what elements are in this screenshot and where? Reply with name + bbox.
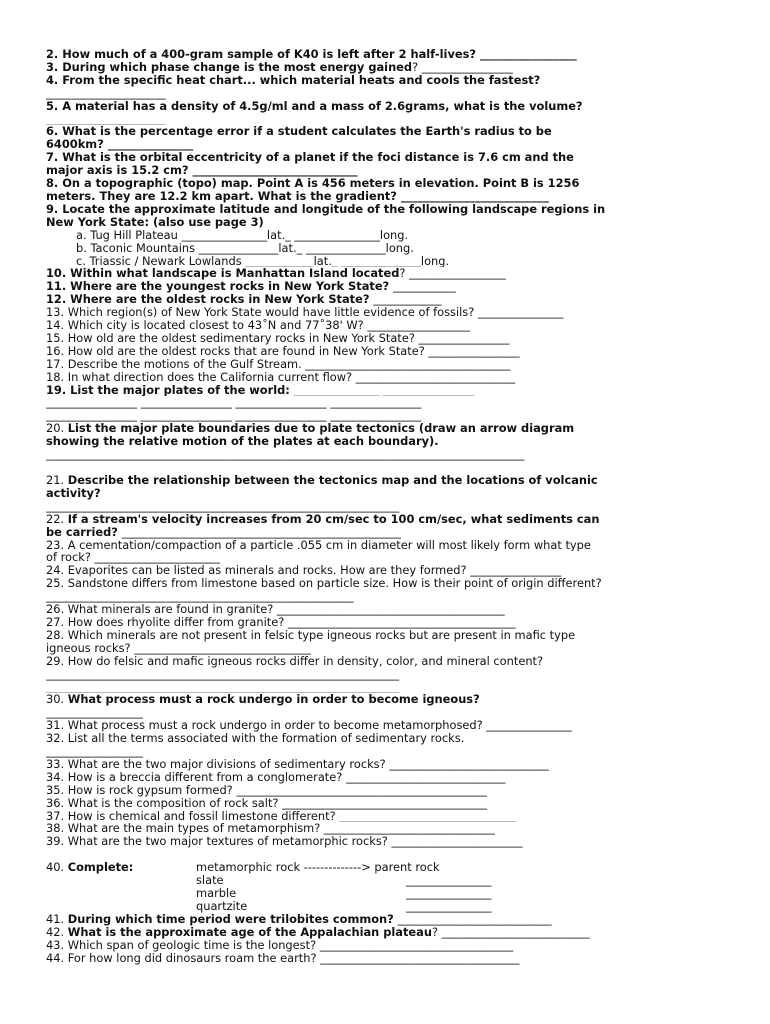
question-text: 6400km? _______________ xyxy=(46,138,194,152)
question-line-q6b xyxy=(46,138,726,151)
question-text-plain: 37. How is chemical and fossil limestone different? _______________________________ xyxy=(46,809,516,823)
question-line-q41 xyxy=(46,913,726,926)
question-text-plain: ? ________________ xyxy=(412,60,513,74)
question-line-q38 xyxy=(46,822,726,835)
question-text: 6. What is the percentage error if a student calculates the Earth's radius to be xyxy=(46,125,552,139)
question-text-plain: _________________ xyxy=(46,706,143,720)
question-text: showing the relative motion of the plates at each boundary). xyxy=(46,435,439,449)
question-line-q33 xyxy=(46,758,726,771)
question-text-plain: 29. How do felsic and mafic igneous rocks differ in density, color, and mineral content? xyxy=(46,654,544,668)
question-text-plain: 38. What are the main types of metamorphism? ______________________________ xyxy=(46,822,495,836)
question-text: 9. Locate the approximate latitude and longitude of the following landscape regions in xyxy=(46,202,606,216)
question-line-q10 xyxy=(46,267,726,280)
question-text-plain: 15. How old are the oldest sedimentary rocks in New York State? ________________ xyxy=(46,331,510,345)
question-line-q9c2 xyxy=(46,242,726,255)
question-line-q31 xyxy=(46,719,726,732)
question-line-q6 xyxy=(46,125,726,138)
question-line-q20c xyxy=(46,448,726,461)
question-text-plain: 16. How old are the oldest rocks that are found in New York State? ________________ xyxy=(46,344,520,358)
question-line-q29b xyxy=(46,668,726,681)
question-text-plain: _________________________________________________ xyxy=(121,525,401,539)
question-text-plain: _________________ xyxy=(46,745,143,758)
question-line-q19 xyxy=(46,384,726,397)
question-line-q7b xyxy=(46,164,726,177)
question-text-plain: ______________________________________________________________ xyxy=(46,667,400,681)
question-text-plain: ? __________________________ xyxy=(431,925,590,939)
question-line-q14 xyxy=(46,319,726,332)
question-text-plain: 23. A cementation/compaction of a particle .055 cm in diameter will most likely form what type xyxy=(46,538,591,552)
question-line-q28 xyxy=(46,629,726,642)
question-text-plain: 36. What is the composition of rock salt? ____________________________________ xyxy=(46,796,488,810)
question-line-q4a xyxy=(46,87,726,100)
question-line-q23b xyxy=(46,551,726,564)
question-line-q43 xyxy=(46,939,726,952)
question-line-q36 xyxy=(46,797,726,810)
answer-blank[interactable]: _______________ xyxy=(406,900,492,913)
question-text-plain: 39. What are the two major textures of metamorphic rocks? _______________________ xyxy=(46,835,523,849)
question-text: be carried? xyxy=(46,525,122,539)
question-text-plain: _______________ ________________ xyxy=(293,383,474,397)
question-line-q23 xyxy=(46,539,726,552)
question-list-tail xyxy=(46,913,726,965)
question-line-q25 xyxy=(46,577,726,590)
question-line-q21c xyxy=(46,500,726,513)
question-text-plain: ___________ xyxy=(393,280,456,294)
question-text: 11. Where are the youngest rocks in New York State? xyxy=(46,280,394,294)
q40-row: slate _______________ xyxy=(196,874,526,887)
question-text: If a stream's velocity increases from 20 cm/sec to 100 cm/sec, what sediments can xyxy=(67,512,600,526)
question-text: meters. They are 12.2 km apart. What is the gradient? __________________________ xyxy=(46,189,549,203)
spacer xyxy=(46,461,726,474)
question-text-plain: 42. xyxy=(46,925,68,939)
question-text-plain: ________________ ________________ ________________ ________________ xyxy=(46,409,422,423)
question-text: 12. Where are the oldest rocks in New York State? xyxy=(46,293,374,307)
question-line-q19c xyxy=(46,409,726,422)
question-line-q21 xyxy=(46,474,726,487)
question-text: Describe the relationship between the tectonics map and the locations of volcanic xyxy=(67,474,598,487)
question-list xyxy=(46,48,726,861)
question-text-plain: 44. For how long did dinosaurs roam the earth? ___________________________________ xyxy=(46,951,520,965)
question-line-q17 xyxy=(46,358,726,371)
question-line-q18 xyxy=(46,371,726,384)
question-line-q30b xyxy=(46,706,726,719)
question-text-plain: 28. Which minerals are not present in felsic type igneous rocks but are present in mafic type xyxy=(46,628,576,642)
question-line-q20 xyxy=(46,422,726,435)
question-text-plain: _____________________ xyxy=(46,112,166,126)
question-text-plain: 32. List all the terms associated with the formation of sedimentary rocks. xyxy=(46,732,465,746)
question-text-plain: 20. xyxy=(46,422,68,436)
question-line-q44 xyxy=(46,952,726,965)
question-text: 10. Within what landscape is Manhattan Island located xyxy=(46,267,400,281)
question-line-q11 xyxy=(46,280,726,293)
question-text-plain: 43. Which span of geologic time is the longest? __________________________________ xyxy=(46,938,514,952)
question-text: What is the approximate age of the Appalachian plateau xyxy=(67,925,432,939)
question-line-q15 xyxy=(46,332,726,345)
question-text: 4. From the specific heat chart... which material heats and cools the fastest? xyxy=(46,73,541,87)
question-text: major axis is 15.2 cm? _____________________________ xyxy=(46,164,358,178)
question-line-q21b xyxy=(46,487,726,500)
question-text-plain: 35. How is rock gypsum formed? ____________________________________________ xyxy=(46,783,487,797)
question-text-plain: 24. Evaporites can be listed as minerals and rocks. How are they formed? ________________ xyxy=(46,564,562,578)
question-line-q20b xyxy=(46,435,726,448)
question-line-q9c3 xyxy=(46,255,726,268)
question-line-q32b xyxy=(46,745,726,758)
question-text-plain: _____________________ xyxy=(46,86,166,100)
question-line-q28b xyxy=(46,642,726,655)
question-line-q16 xyxy=(46,345,726,358)
question-line-q32 xyxy=(46,732,726,745)
question-text-plain: ______________________________________________________________ xyxy=(46,499,400,513)
question-text: During which time period were trilobites common? xyxy=(67,912,398,926)
question-line-q24 xyxy=(46,564,726,577)
question-text-plain: 34. How is a breccia different from a conglomerate? ____________________________ xyxy=(46,770,506,784)
question-text: New York State: (also use page 3) xyxy=(46,215,264,229)
question-text-plain: 25. Sandstone differs from limestone based on particle size. How is their point of origin different? xyxy=(46,577,602,591)
question-text-plain: 21. xyxy=(46,474,68,487)
question-text-plain: ______________________________________________________________ xyxy=(46,680,400,694)
question-text-plain: c. Triassic / Newark Lowlands ____________lat._ ______________long. xyxy=(76,254,450,268)
question-line-q29 xyxy=(46,655,726,668)
question-line-q12 xyxy=(46,293,726,306)
question-text-plain: ________________ ________________ ________________ ________________ xyxy=(46,396,422,410)
q40-label: 40. Complete: xyxy=(46,861,134,875)
question-line-q5 xyxy=(46,100,726,113)
answer-blank[interactable]: _______________ xyxy=(406,874,492,888)
question-text: 7. What is the orbital eccentricity of a planet if the foci distance is 7.6 cm and the xyxy=(46,151,574,165)
q40-row: metamorphic rock --------------> parent rock xyxy=(196,861,440,875)
question-line-q8 xyxy=(46,177,726,190)
question-text-plain: 26. What minerals are found in granite? ________________________________________ xyxy=(46,603,505,616)
question-text-plain: ? _________________ xyxy=(399,267,506,281)
question-text: 3. During which phase change is the most energy gained xyxy=(46,60,413,74)
question-text-plain: 27. How does rhyolite differ from granite? ________________________________________ xyxy=(46,615,516,629)
question-line-q42 xyxy=(46,926,726,939)
question-line-q5a xyxy=(46,113,726,126)
answer-blank[interactable]: _______________ xyxy=(406,887,492,900)
question-line-q9 xyxy=(46,203,726,216)
q40-row: quartzite _______________ xyxy=(196,900,526,913)
question-line-q30 xyxy=(46,693,726,706)
question-text-plain: 14. Which city is located closest to 43˚N and 77˚38' W? __________________ xyxy=(46,319,470,332)
question-line-q9b xyxy=(46,216,726,229)
question-line-q8b xyxy=(46,190,726,203)
question-text-plain: ______________________________________________________ xyxy=(46,590,354,604)
question-text: 8. On a topographic (topo) map. Point A is 456 meters in elevation. Point B is 1256 xyxy=(46,177,580,190)
question-line-q37 xyxy=(46,810,726,823)
spacer xyxy=(46,848,726,861)
question-text: List the major plate boundaries due to plate tectonics (draw an arrow diagram xyxy=(67,422,575,436)
question-text-plain: 33. What are the two major divisions of sedimentary rocks? ____________________________ xyxy=(46,757,549,771)
q40-row: marble _______________ xyxy=(196,887,526,900)
question-text-plain: 13. Which region(s) of New York State would have little evidence of fossils? _______________ xyxy=(46,306,564,320)
question-text-plain: 41. xyxy=(46,912,68,926)
question-line-q19b xyxy=(46,396,726,409)
question-text: activity? xyxy=(46,486,101,500)
question-text-plain: ____________________________________________________________________________________ xyxy=(46,448,525,461)
question-line-q34 xyxy=(46,771,726,784)
question-line-q29c xyxy=(46,681,726,694)
question-text-plain: b. Taconic Mountains ______________lat._ ______________long. xyxy=(76,241,414,255)
question-text-plain: ___________________________ xyxy=(397,912,552,926)
question-text: What process must a rock undergo in order to become igneous? xyxy=(67,693,480,707)
question-line-q25b xyxy=(46,590,726,603)
question-text-plain: 18. In what direction does the California current flow? ____________________________ xyxy=(46,370,516,384)
question-text-plain: 31. What process must a rock undergo in order to become metamorphosed? _______________ xyxy=(46,719,572,733)
question-text: 5. A material has a density of 4.5g/ml and a mass of 2.6grams, what is the volume? xyxy=(46,99,583,113)
question-line-q7 xyxy=(46,151,726,164)
question-text-plain: ____________ xyxy=(373,293,442,307)
question-text-plain: of rock? ______________________ xyxy=(46,551,220,565)
question-line-q4 xyxy=(46,74,726,87)
question-line-q9c1 xyxy=(46,229,726,242)
question-line-q22b xyxy=(46,526,726,539)
question-text-plain: 17. Describe the motions of the Gulf Stream. ____________________________________ xyxy=(46,357,511,371)
question-text-plain: igneous rocks? _______________________________ xyxy=(46,641,311,655)
question-line-q3 xyxy=(46,61,726,74)
question-line-q13 xyxy=(46,306,726,319)
question-text-plain: 22. xyxy=(46,512,68,526)
question-line-q27 xyxy=(46,616,726,629)
question-line-q39 xyxy=(46,835,726,848)
question-text-plain: 30. xyxy=(46,693,68,707)
question-line-q22 xyxy=(46,513,726,526)
question-line-q2 xyxy=(46,48,726,61)
question-line-q35 xyxy=(46,784,726,797)
question-text: 19. List the major plates of the world: xyxy=(46,383,294,397)
question-text: 2. How much of a 400-gram sample of K40 is left after 2 half-lives? _________________ xyxy=(46,48,577,61)
question-text-plain: a. Tug Hill Plateau _______________lat._ _______________long. xyxy=(76,228,409,242)
q40-complete-table xyxy=(46,861,726,913)
question-line-q26 xyxy=(46,603,726,616)
